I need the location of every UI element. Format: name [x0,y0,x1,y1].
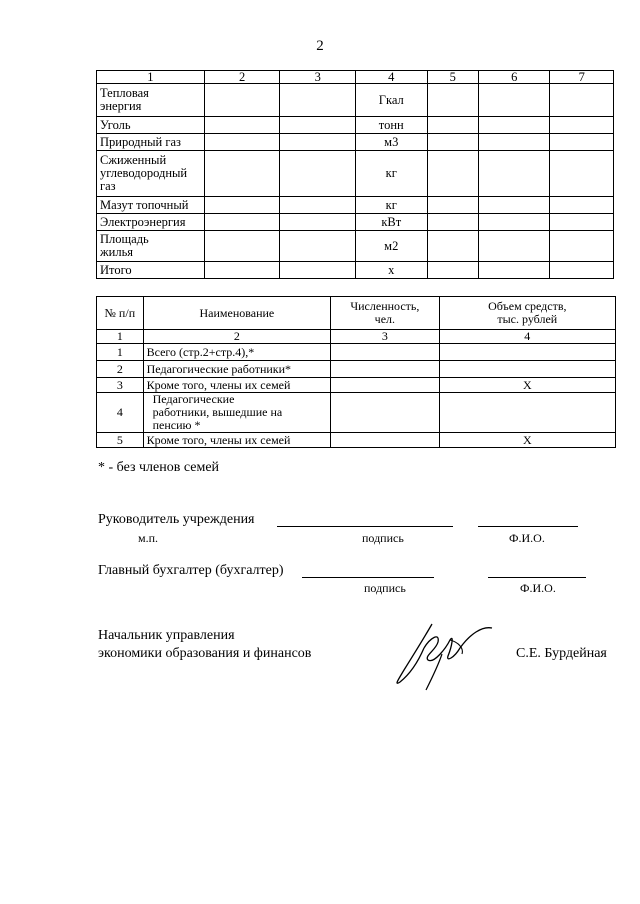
table-row [97,361,616,378]
workers-table [96,296,616,448]
row-number: 5 [97,433,144,448]
chief-name: С.Е. Бурдейная [516,646,607,661]
volume-cell [439,344,615,361]
table-row [97,197,614,214]
table-cell [478,197,550,214]
page-number: 2 [316,38,324,54]
table-row [97,117,614,134]
table-cell [427,262,478,279]
accountant-fio-line [488,577,586,578]
table-cell [550,134,614,151]
table-cell [204,262,280,279]
table-cell [478,84,550,117]
column-number: 4 [439,330,615,344]
unit-cell: кВт [355,214,427,231]
table-row [97,393,616,433]
table-cell [427,134,478,151]
table-cell [550,214,614,231]
table-row [97,344,616,361]
column-header-text: Численность, чел. [350,299,420,326]
column-header: 7 [550,71,614,84]
column-header: Наименование [143,297,331,330]
table-cell [204,231,280,262]
volume-cell [439,393,615,433]
row-number: 1 [97,344,144,361]
row-name-text: Сжиженный углеводородный газ [100,153,188,193]
row-name [97,151,205,197]
signature-caption: подпись [362,531,404,545]
table-cell [280,151,356,197]
table-cell [478,231,550,262]
unit-cell: Гкал [355,84,427,117]
table-row [97,231,614,262]
table-row [97,433,616,448]
footnote: * - без членов семей [98,460,220,475]
table-cell [204,197,280,214]
column-header: 6 [478,71,550,84]
row-name: Кроме того, члены их семей [143,378,331,393]
row-name-text: Площадь жилья [100,232,149,259]
head-signature-line [277,526,453,527]
table-cell [280,231,356,262]
table-cell [478,117,550,134]
row-name: Кроме того, члены их семей [143,433,331,448]
column-header: 5 [427,71,478,84]
resources-table [96,70,614,279]
row-name [97,84,205,117]
table-cell [204,214,280,231]
row-name: Педагогические работники* [143,361,331,378]
row-number: 4 [97,393,144,433]
table-cell [478,151,550,197]
row-name: Природный газ [97,134,205,151]
row-name: Электроэнергия [97,214,205,231]
table-cell [427,214,478,231]
unit-cell: м2 [355,231,427,262]
row-number: 3 [97,378,144,393]
volume-cell [439,361,615,378]
table-cell [280,134,356,151]
table-row [97,214,614,231]
table-cell [280,262,356,279]
accountant-label: Главный бухгалтер (бухгалтер) [98,563,284,578]
column-number: 1 [97,330,144,344]
head-fio-line [478,526,578,527]
stamp-label: м.п. [138,531,159,545]
table-row [97,84,614,117]
table-cell [478,214,550,231]
chief-title-line1: Начальник управления [98,628,235,643]
unit-cell: тонн [355,117,427,134]
volume-cell: Х [439,433,615,448]
unit-cell: кг [355,151,427,197]
column-number-row [97,330,616,344]
unit-cell: кг [355,197,427,214]
signature-caption: подпись [364,581,406,595]
head-label: Руководитель учреждения [98,512,255,527]
table-header-row [97,71,614,84]
row-name: Мазут топочный [97,197,205,214]
column-header: 3 [280,71,356,84]
row-name: Итого [97,262,205,279]
table-cell [478,262,550,279]
fio-caption: Ф.И.О. [520,581,556,595]
chief-title-line2: экономики образования и финансов [98,646,312,661]
table-cell [204,151,280,197]
accountant-signature-line [302,577,434,578]
table-cell [550,231,614,262]
table-cell [550,117,614,134]
count-cell [331,361,439,378]
table-cell [427,197,478,214]
table-row [97,378,616,393]
count-cell [331,344,439,361]
row-number: 2 [97,361,144,378]
table-cell [550,84,614,117]
count-cell [331,433,439,448]
count-cell [331,378,439,393]
column-header [331,297,439,330]
column-header-text: Объем средств, тыс. рублей [488,299,567,326]
table-cell [427,151,478,197]
column-header: № п/п [97,297,144,330]
table-cell [204,117,280,134]
table-cell [550,151,614,197]
fio-caption: Ф.И.О. [509,531,545,545]
table-row [97,151,614,197]
column-header: 1 [97,71,205,84]
table-cell [280,197,356,214]
volume-cell: Х [439,378,615,393]
unit-cell: м3 [355,134,427,151]
handwritten-signature [384,618,504,692]
row-name [97,231,205,262]
count-cell [331,393,439,433]
column-number: 3 [331,330,439,344]
row-name: Уголь [97,117,205,134]
table-header-row [97,297,616,330]
table-cell [280,214,356,231]
table-cell [427,117,478,134]
table-cell [204,84,280,117]
table-cell [280,117,356,134]
table-cell [427,84,478,117]
table-cell [550,262,614,279]
table-cell [204,134,280,151]
row-name-text: Педагогические работники, вышедшие на пенсию * [152,392,283,432]
row-name: Всего (стр.2+стр.4),* [143,344,331,361]
column-header: 2 [204,71,280,84]
row-name [143,393,331,433]
column-number: 2 [143,330,331,344]
unit-cell: х [355,262,427,279]
table-cell [478,134,550,151]
row-name-text: Тепловая энергия [100,86,149,113]
table-cell [280,84,356,117]
table-cell [550,197,614,214]
column-header: 4 [355,71,427,84]
table-cell [427,231,478,262]
table-row [97,134,614,151]
table-row [97,262,614,279]
column-header [439,297,615,330]
